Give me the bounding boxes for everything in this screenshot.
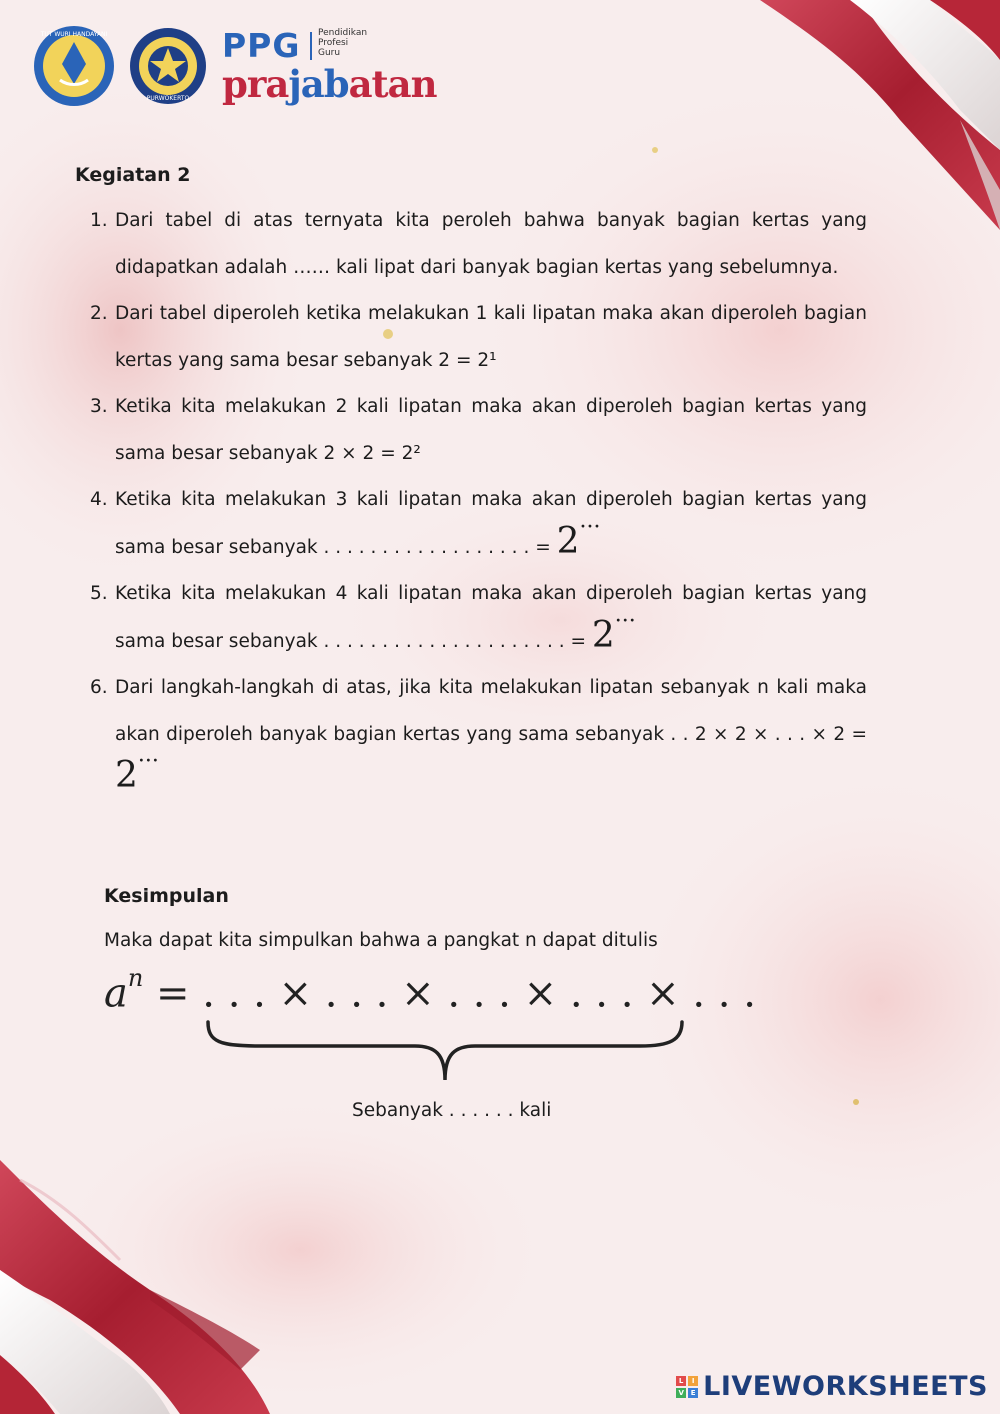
power-formula — [104, 964, 756, 1017]
exponent-blank[interactable]: ··· — [137, 749, 159, 774]
list-number: 1. — [90, 210, 108, 231]
list-item — [90, 291, 867, 384]
liveworksheets-brand: LIVEWORKSHEETS — [703, 1371, 988, 1402]
list-number: 2. — [90, 303, 108, 324]
list-text: Ketika kita melakukan 3 kali lipatan maka akan diperoleh bagian kertas yang sama besar sebanyak . . . . . . . . . . . . . . . . . . = — [115, 489, 867, 558]
list-text: Dari tabel diperoleh ketika melakukan 1 kali lipatan maka akan diperoleh bagian kertas yang sama besar sebanyak 2 = 2¹ — [115, 303, 867, 371]
logo1-text: TUT WURI HANDAYANI — [40, 31, 108, 38]
university-seal-logo — [128, 26, 208, 106]
logo2-text: PURWOKERTO — [146, 95, 190, 102]
list-number: 3. — [90, 396, 108, 417]
underbrace — [200, 1020, 690, 1086]
list-item — [90, 571, 867, 665]
power-expression: 2··· — [556, 514, 601, 562]
ppg-divider — [310, 32, 312, 60]
tut-wuri-handayani-logo — [32, 24, 116, 108]
power-expression: 2··· — [591, 608, 636, 656]
list-number: 5. — [90, 583, 108, 604]
ppg-wordmark: PPG — [222, 26, 301, 65]
exponent-blank[interactable]: ··· — [579, 514, 601, 540]
liveworksheets-icon: L I V E — [676, 1376, 698, 1398]
ppg-prajabatan-logo — [222, 26, 452, 106]
activity-title: Kegiatan 2 — [75, 164, 191, 186]
list-text: Ketika kita melakukan 4 kali lipatan maka akan diperoleh bagian kertas yang sama besar sebanyak . . . . . . . . . . . . . . . . . . . . . = — [115, 583, 867, 652]
formula-base: a — [104, 970, 128, 1017]
list-text: Ketika kita melakukan 2 kali lipatan maka akan diperoleh bagian kertas yang sama besar sebanyak 2 × 2 = 2² — [115, 396, 867, 464]
list-item — [90, 198, 867, 291]
list-text: Dari tabel di atas ternyata kita peroleh bahwa banyak bagian kertas yang didapatkan adalah …… kali lipat dari banyak bagian kertas yang sebelumnya. — [115, 210, 867, 278]
formula-exponent: n — [127, 964, 144, 992]
list-item — [90, 665, 867, 806]
formula-product-blanks[interactable]: = . . . × . . . × . . . × . . . × . . . — [156, 970, 756, 1017]
power-expression: 2··· — [115, 749, 159, 796]
activity-steps-list — [90, 198, 867, 806]
conclusion-title: Kesimpulan — [104, 885, 229, 907]
list-number: 4. — [90, 489, 108, 510]
list-item — [90, 384, 867, 477]
list-number: 6. — [90, 677, 108, 698]
list-item — [90, 477, 867, 571]
header-logos — [32, 24, 452, 108]
conclusion-text: Maka dapat kita simpulkan bahwa a pangkat n dapat ditulis — [104, 930, 658, 951]
exponent-blank[interactable]: ··· — [614, 608, 636, 634]
prajabatan-wordmark: prajabatan — [222, 62, 437, 106]
ppg-subtitle: Pendidikan Profesi Guru — [318, 28, 368, 58]
list-text: Dari langkah-langkah di atas, jika kita melakukan lipatan sebanyak n kali maka akan diperoleh banyak bagian kertas yang sama sebanyak . . 2 × 2 × . . . × 2 = — [115, 677, 867, 745]
brace-label[interactable]: Sebanyak . . . . . . kali — [352, 1100, 552, 1121]
liveworksheets-watermark — [676, 1371, 988, 1402]
